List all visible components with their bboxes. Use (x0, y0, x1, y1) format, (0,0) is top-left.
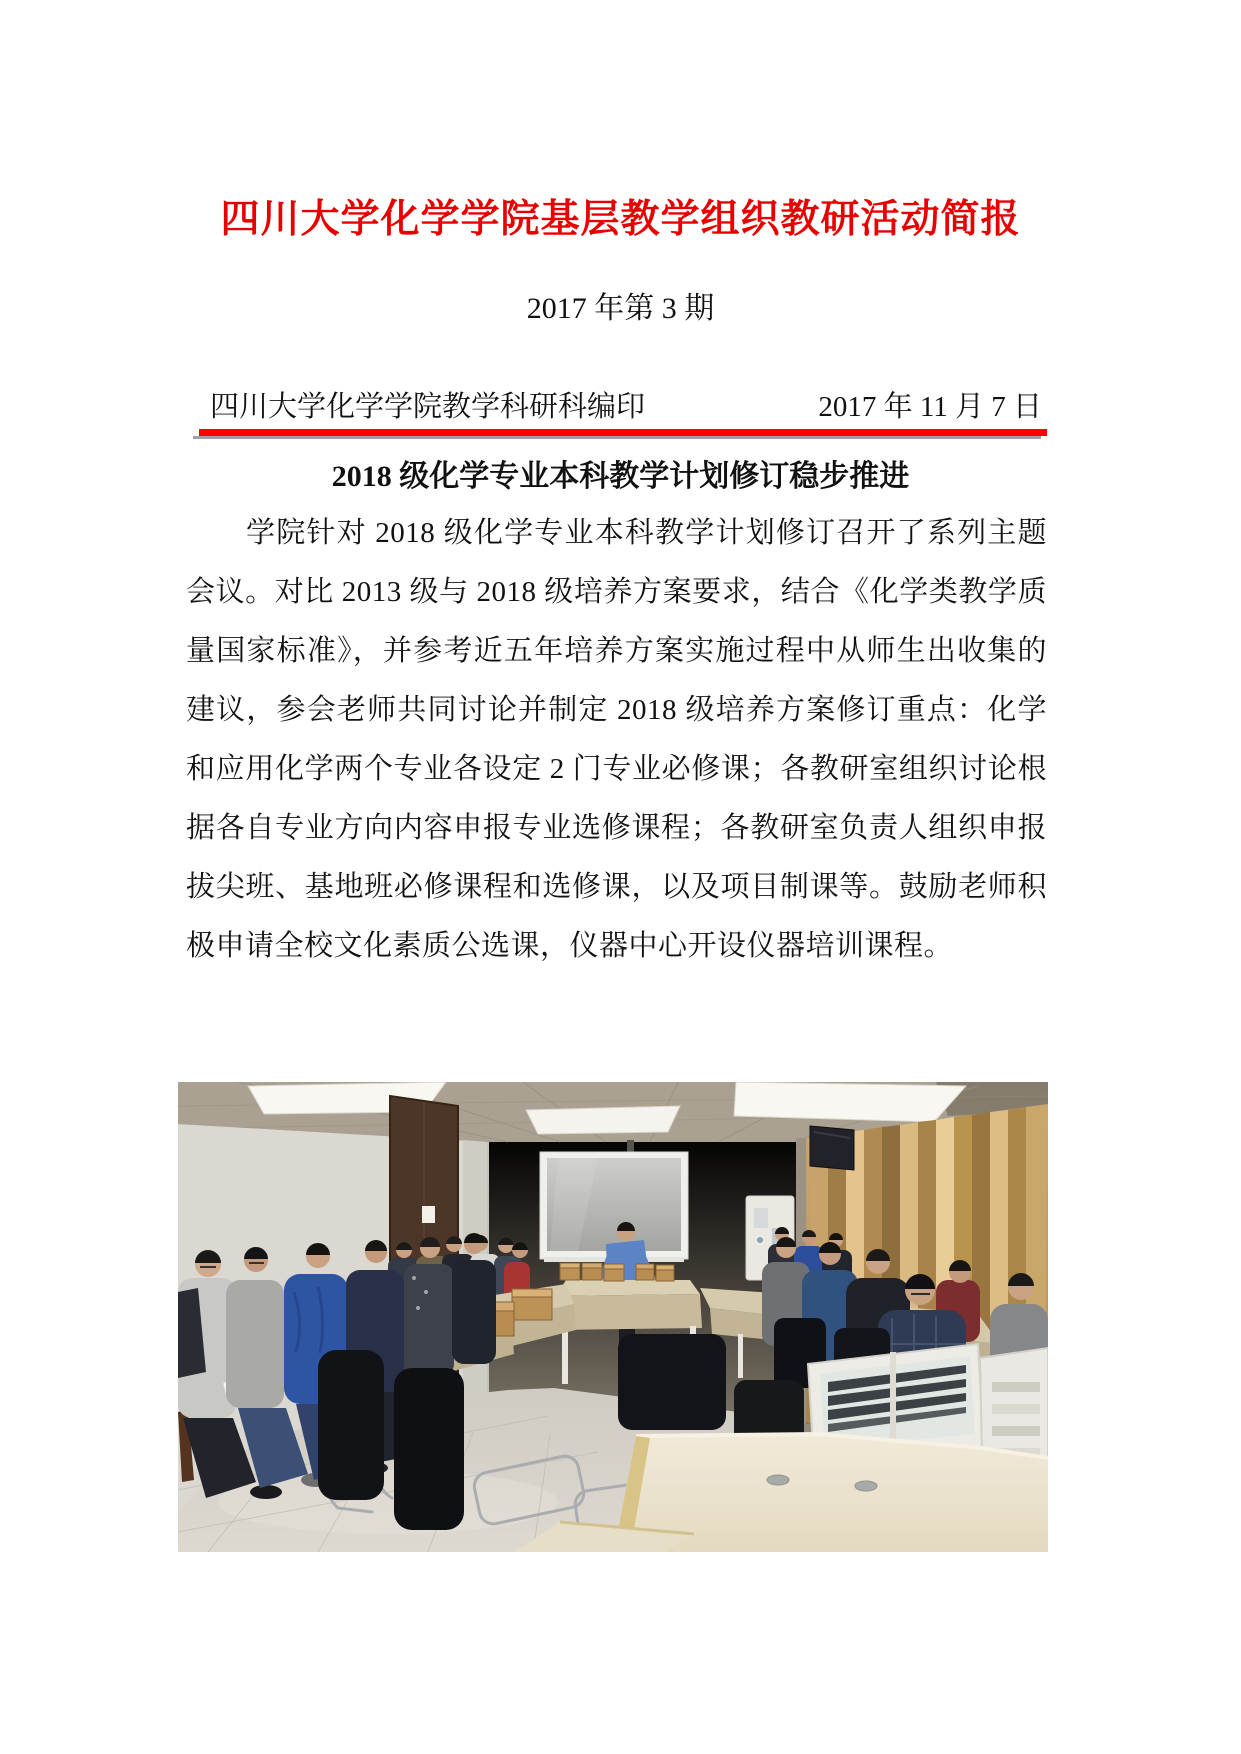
issue-number: 2017 年第 3 期 (526, 292, 715, 325)
tv-screen (810, 1126, 854, 1170)
publisher-row (210, 389, 1042, 425)
door-notice-paper (422, 1206, 435, 1223)
article-headline: 2018 级化学专业本科教学计划修订稳步推进 (331, 460, 910, 493)
publish-date: 2017 年 11 月 7 日 (818, 391, 1042, 423)
red-divider-rule (199, 429, 1047, 436)
publisher-name: 四川大学化学学院教学科研科编印 (210, 391, 646, 423)
article-body: 学院针对 2018 级化学专业本科教学计划修订召开了系列主题会议。对比 2013 级与 2018 级培养方案要求，结合《化学类教学质量国家标准》，并参考近五年培养方案实施过程中从师生出收集的建议，参会老师共同讨论并制定 2018 级培养方案修订重点：化学和应用化学两个专业各设定 2 门专业必修课；各教研室组织讨论根据各自专业方向内容申报专业选修课程；各教研室负责人组织申报拔尖班、基地班必修课程和选修课，以及项目制课等。鼓励老师积极申请全校文化素质公选课，仪器中心开设仪器培训课程。 (186, 517, 1047, 962)
bulletin-title: 四川大学化学学院基层教学组织教研活动简报 (220, 197, 1021, 242)
meeting-photo (178, 1082, 1048, 1552)
desk-grommet (767, 1475, 789, 1485)
